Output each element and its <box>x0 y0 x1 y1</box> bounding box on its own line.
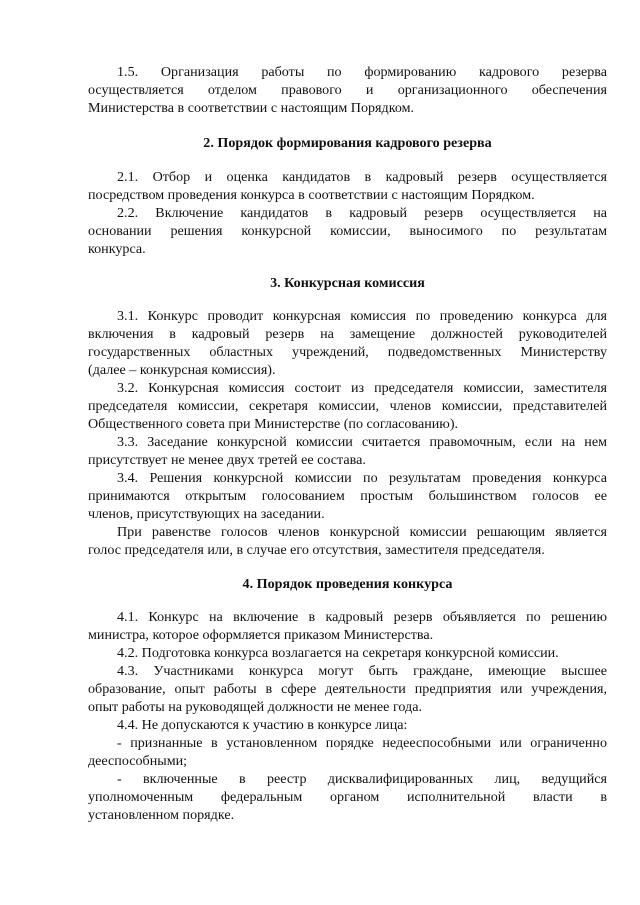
paragraph-line: опыт работы на руководящей должности не менее года. <box>88 699 422 715</box>
list-item-line: установленном порядке. <box>88 807 235 823</box>
paragraph-line: 3.2. Конкурсная комиссия состоит из председателя комиссии, заместителя <box>117 380 607 396</box>
paragraph-line: принимаются открытым голосованием простым большинством голосов ее <box>88 488 607 504</box>
paragraph-line: 3.4. Решения конкурсной комиссии по результатам проведения конкурса <box>117 470 607 486</box>
paragraph-line: Министерства в соответствии с настоящим Порядком. <box>88 100 415 116</box>
paragraph-line: 3.1. Конкурс проводит конкурсная комиссия по проведению конкурса для <box>117 308 607 324</box>
paragraph-line: государственных областных учреждений, подведомственных Министерству <box>88 344 607 360</box>
paragraph-line: 2.1. Отбор и оценка кандидатов в кадровый резерв осуществляется <box>117 169 607 185</box>
paragraph-line: включения в кадровый резерв на замещение должностей руководителей <box>88 326 607 342</box>
paragraph-line: 1.5. Организация работы по формированию кадрового резерва <box>117 64 607 80</box>
paragraph-line: членов, присутствующих на заседании. <box>88 506 325 522</box>
paragraph-line: образование, опыт работы в сфере деятельности предприятия или учреждения, <box>88 681 607 697</box>
paragraph-line: присутствует не менее двух третей ее состава. <box>88 452 366 468</box>
paragraph-line: осуществляется отделом правового и организационного обеспечения <box>88 82 607 98</box>
section-heading: 4. Порядок проведения конкурса <box>242 576 453 592</box>
paragraph-line: 4.2. Подготовка конкурса возлагается на секретаря конкурсной комиссии. <box>117 645 559 661</box>
list-item-line: дееспособными; <box>88 753 188 769</box>
paragraph-line: (далее – конкурсная комиссия). <box>88 362 276 378</box>
paragraph-line: председателя комиссии, секретаря комиссии, членов комиссии, представителей <box>88 398 607 414</box>
list-item-line: - признанные в установленном порядке недееспособными или ограниченно <box>117 735 607 751</box>
list-item-line: - включенные в реестр дисквалифицированных лиц, ведущийся <box>117 771 607 787</box>
paragraph-line: основании решения конкурсной комиссии, выносимого по результатам <box>88 223 607 239</box>
paragraph-line: 2.2. Включение кандидатов в кадровый резерв осуществляется на <box>117 205 607 221</box>
paragraph-line: 3.3. Заседание конкурсной комиссии считается правомочным, если на нем <box>117 434 607 450</box>
list-item-line: уполномоченным федеральным органом исполнительной власти в <box>88 789 607 805</box>
paragraph-line: 4.4. Не допускаются к участию в конкурсе лица: <box>117 717 408 733</box>
section-heading: 3. Конкурсная комиссия <box>270 275 425 291</box>
paragraph-line: посредством проведения конкурса в соответствии с настоящим Порядком. <box>88 187 535 203</box>
paragraph-line: конкурса. <box>88 241 146 257</box>
section-heading: 2. Порядок формирования кадрового резерва <box>203 135 492 151</box>
paragraph-line: При равенстве голосов членов конкурсной комиссии решающим является <box>117 524 607 540</box>
paragraph-line: голос председателя или, в случае его отсутствия, заместителя председателя. <box>88 542 545 558</box>
paragraph-line: 4.3. Участниками конкурса могут быть граждане, имеющие высшее <box>117 663 607 679</box>
paragraph-line: министра, которое оформляется приказом Министерства. <box>88 627 434 643</box>
paragraph-line: 4.1. Конкурс на включение в кадровый резерв объявляется по решению <box>117 609 607 625</box>
paragraph-line: Общественного совета при Министерстве (по согласованию). <box>88 416 459 432</box>
